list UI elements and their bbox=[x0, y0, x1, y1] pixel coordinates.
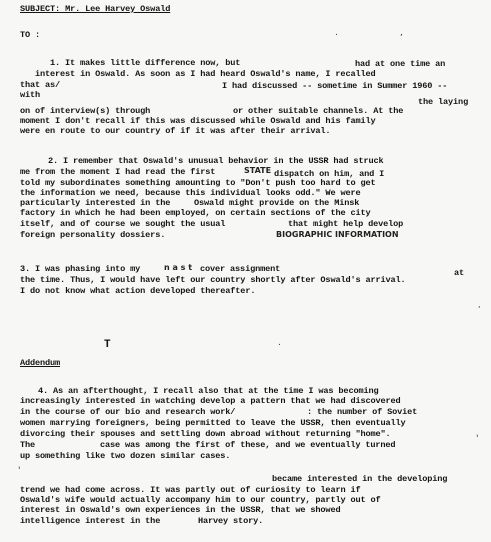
p2-line-2a: me from the moment I had read the first bbox=[20, 167, 216, 177]
addendum-heading: Addendum bbox=[20, 358, 61, 368]
p1-line-6: moment I don't recall if this was discussed while Oswald and his family bbox=[20, 116, 376, 126]
p2-line-4: the information we need, because this individual looks odd." We were bbox=[20, 188, 361, 198]
p1-line-7: were en route to our country of if it was after their arrival. bbox=[20, 126, 331, 136]
p4-line-11: interest in Oswald's own experiences in the USSR, that we showed bbox=[20, 505, 341, 515]
p2-line-1: 2. I remember that Oswald's unusual behavior in the USSR had struck bbox=[48, 156, 384, 166]
p4-line-4: women marrying foreigners, being permitted to leave the USSR, then eventually bbox=[20, 418, 406, 428]
p2-line-3: told my subordinates something amounting to "Don't push too hard to get bbox=[20, 178, 376, 188]
subject-line: SUBJECT: Mr. Lee Harvey Oswald bbox=[20, 4, 171, 14]
p1-line-3b: I had discussed -- sometime in Summer 1960 -- bbox=[222, 81, 448, 91]
margin-mark: ' bbox=[18, 466, 21, 476]
redaction-mark: , bbox=[400, 28, 403, 38]
p1-line-4a: with bbox=[20, 90, 41, 100]
p2-line-8: foreign personality dossiers. bbox=[20, 230, 166, 240]
stray-mark: . bbox=[278, 338, 281, 348]
handwritten-word: n a s t bbox=[164, 263, 193, 272]
p1-line-5b: or other suitable channels. At the bbox=[233, 106, 404, 116]
margin-mark: ' bbox=[476, 434, 479, 444]
p2-line-7b: that might help develop bbox=[288, 219, 404, 229]
p4-line-12a: intelligence interest in the bbox=[20, 516, 161, 526]
p1-line-1a: 1. It makes little difference now, but bbox=[50, 58, 241, 68]
p4-line-10: Oswald's wife would actually accompany him to our country, partly out of bbox=[20, 495, 381, 505]
p1-line-4b: the laying bbox=[418, 97, 469, 107]
p1-line-2: interest in Oswald. As soon as I had heard Oswald's name, I recalled bbox=[35, 69, 376, 79]
p1-line-5a: on of interview(s) through bbox=[20, 106, 151, 116]
p3-line-1b: cover assignment bbox=[200, 264, 281, 274]
p2-line-5a: particularly interested in the bbox=[20, 198, 171, 208]
handwritten-biographic-information: BIOGRAPHIC INFORMATION bbox=[276, 230, 399, 239]
margin-mark: , bbox=[478, 300, 481, 309]
p4-line-8: became interested in the developing bbox=[272, 474, 448, 484]
p3-line-1c: at bbox=[454, 268, 465, 278]
p1-line-1b: had at one time an bbox=[355, 59, 446, 69]
p3-line-2: the time. Thus, I would have left our country shortly after Oswald's arrival. bbox=[20, 275, 406, 285]
handwritten-state: STATE bbox=[244, 166, 272, 175]
p4-line-7: up something like two dozen similar cases. bbox=[20, 451, 231, 461]
p4-line-3a: in the course of our bio and research work/ bbox=[20, 407, 236, 417]
p3-line-1a: 3. I was phasing into my bbox=[20, 264, 141, 274]
p1-line-3a: that as/ bbox=[20, 80, 61, 90]
p4-line-3b: : the number of Soviet bbox=[307, 407, 418, 417]
p2-line-7a: itself, and of course we sought the usual bbox=[20, 219, 226, 229]
p4-line-2: increasingly interested in watching develop a pattern that we had discovered bbox=[20, 396, 401, 406]
stray-mark-t: T bbox=[104, 339, 111, 351]
p4-line-6a: The bbox=[20, 440, 36, 450]
p4-line-1: 4. As an afterthought, I recall also that at the time I was becoming bbox=[38, 386, 379, 396]
p2-line-6: factory in which he had been employed, on certain sections of the city bbox=[20, 208, 371, 218]
p4-line-6b: case was among the first of these, and we eventually turned bbox=[100, 440, 396, 450]
p2-line-5b: Oswald might provide on the Minsk bbox=[194, 198, 360, 208]
to-line: TO : bbox=[20, 30, 41, 40]
p4-line-5: divorcing their spouses and settling down abroad without returning "home". bbox=[20, 429, 391, 439]
p4-line-12b: Harvey story. bbox=[198, 516, 264, 526]
p3-line-3: I do not know what action developed thereafter. bbox=[20, 286, 256, 296]
p4-line-9: trend we had come across. It was partly out of curiosity to learn if bbox=[20, 485, 361, 495]
p2-line-2b: dispatch on him, and I bbox=[274, 169, 385, 179]
redaction-mark: . bbox=[335, 28, 338, 38]
